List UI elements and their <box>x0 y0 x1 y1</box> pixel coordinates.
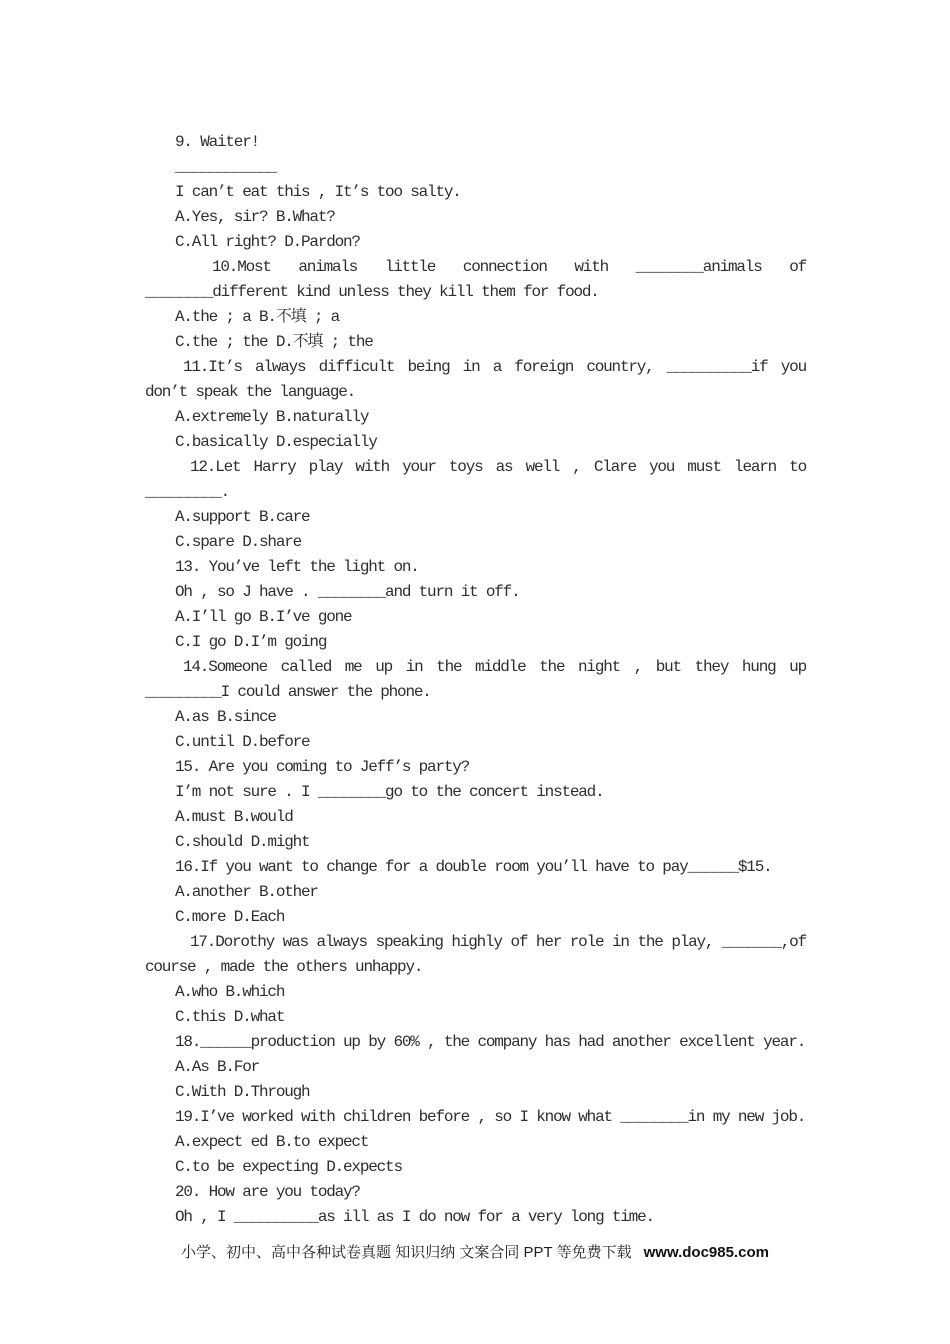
document-line: 12.Let Harry play with your toys as well , Clare you must learn to <box>190 458 806 476</box>
document-line: C.spare D.share <box>175 533 302 551</box>
document-line: A.support B.care <box>175 508 310 526</box>
document-line: A.must B.would <box>175 808 293 826</box>
document-line: 16.If you want to change for a double room you’ll have to pay______$15. <box>175 858 772 876</box>
document-line: C.more D.Each <box>175 908 285 926</box>
document-line: Oh , I __________as ill as I do now for a very long time. <box>175 1208 654 1226</box>
document-line: C.basically D.especially <box>175 433 377 451</box>
document-line: 11.It’s always difficult being in a foreign country, __________if you <box>183 358 806 376</box>
document-line: ________different kind unless they kill them for food. <box>145 283 599 301</box>
document-line: 18.______production up by 60% , the company has had another excellent year. <box>175 1033 806 1051</box>
document-line: A.another B.other <box>175 883 318 901</box>
document-line: I can’t eat this , It’s too salty. <box>175 183 461 201</box>
document-line: 9. Waiter! <box>175 133 260 151</box>
document-line: C.to be expecting D.expects <box>175 1158 402 1176</box>
question-list <box>145 130 806 1230</box>
document-line: _________I could answer the phone. <box>145 683 431 701</box>
document-line: 10.Most animals little connection with ________animals of <box>212 258 806 276</box>
document-line: 15. Are you coming to Jeff’s party? <box>175 758 470 776</box>
document-line: Oh , so J have . ________and turn it off. <box>175 583 520 601</box>
document-line: A.expect ed B.to expect <box>175 1133 369 1151</box>
document-line: 14.Someone called me up in the middle the night , but they hung up <box>183 658 806 676</box>
document-line: 19.I’ve worked with children before , so I know what ________in my new job. <box>175 1108 806 1126</box>
document-line: A.Yes, sir? B.What? <box>175 208 335 226</box>
document-line: A.who B.which <box>175 983 285 1001</box>
document-line: A.As B.For <box>175 1058 260 1076</box>
document-line: C.I go D.I’m going <box>175 633 327 651</box>
page-footer <box>0 1243 950 1263</box>
document-line: ____________ <box>175 158 276 176</box>
document-line: C.the ; the D.不填 ; the <box>175 333 373 351</box>
document-line: 20. How are you today? <box>175 1183 360 1201</box>
document-line: _________. <box>145 483 230 501</box>
footer-promo-text: 小学、初中、高中各种试卷真题 知识归纳 文案合同 PPT 等免费下载 <box>181 1244 632 1261</box>
document-line: A.I’ll go B.I’ve gone <box>175 608 352 626</box>
document-line: A.extremely B.naturally <box>175 408 369 426</box>
document-line: C.until D.before <box>175 733 310 751</box>
document-line: C.With D.Through <box>175 1083 310 1101</box>
document-line: I’m not sure . I ________go to the concert instead. <box>175 783 604 801</box>
document-line: A.as B.since <box>175 708 276 726</box>
document-line: C.this D.what <box>175 1008 285 1026</box>
document-line: A.the ; a B.不填 ; a <box>175 308 340 326</box>
document-line: C.should D.might <box>175 833 310 851</box>
document-line: C.All right? D.Pardon? <box>175 233 360 251</box>
document-line: 17.Dorothy was always speaking highly of her role in the play, _______,of <box>190 933 806 951</box>
document-line: course , made the others unhappy. <box>145 958 423 976</box>
footer-site-link[interactable]: www.doc985.com <box>643 1244 769 1261</box>
document-line: 13. You’ve left the light on. <box>175 558 419 576</box>
document-line: don’t speak the language. <box>145 383 356 401</box>
